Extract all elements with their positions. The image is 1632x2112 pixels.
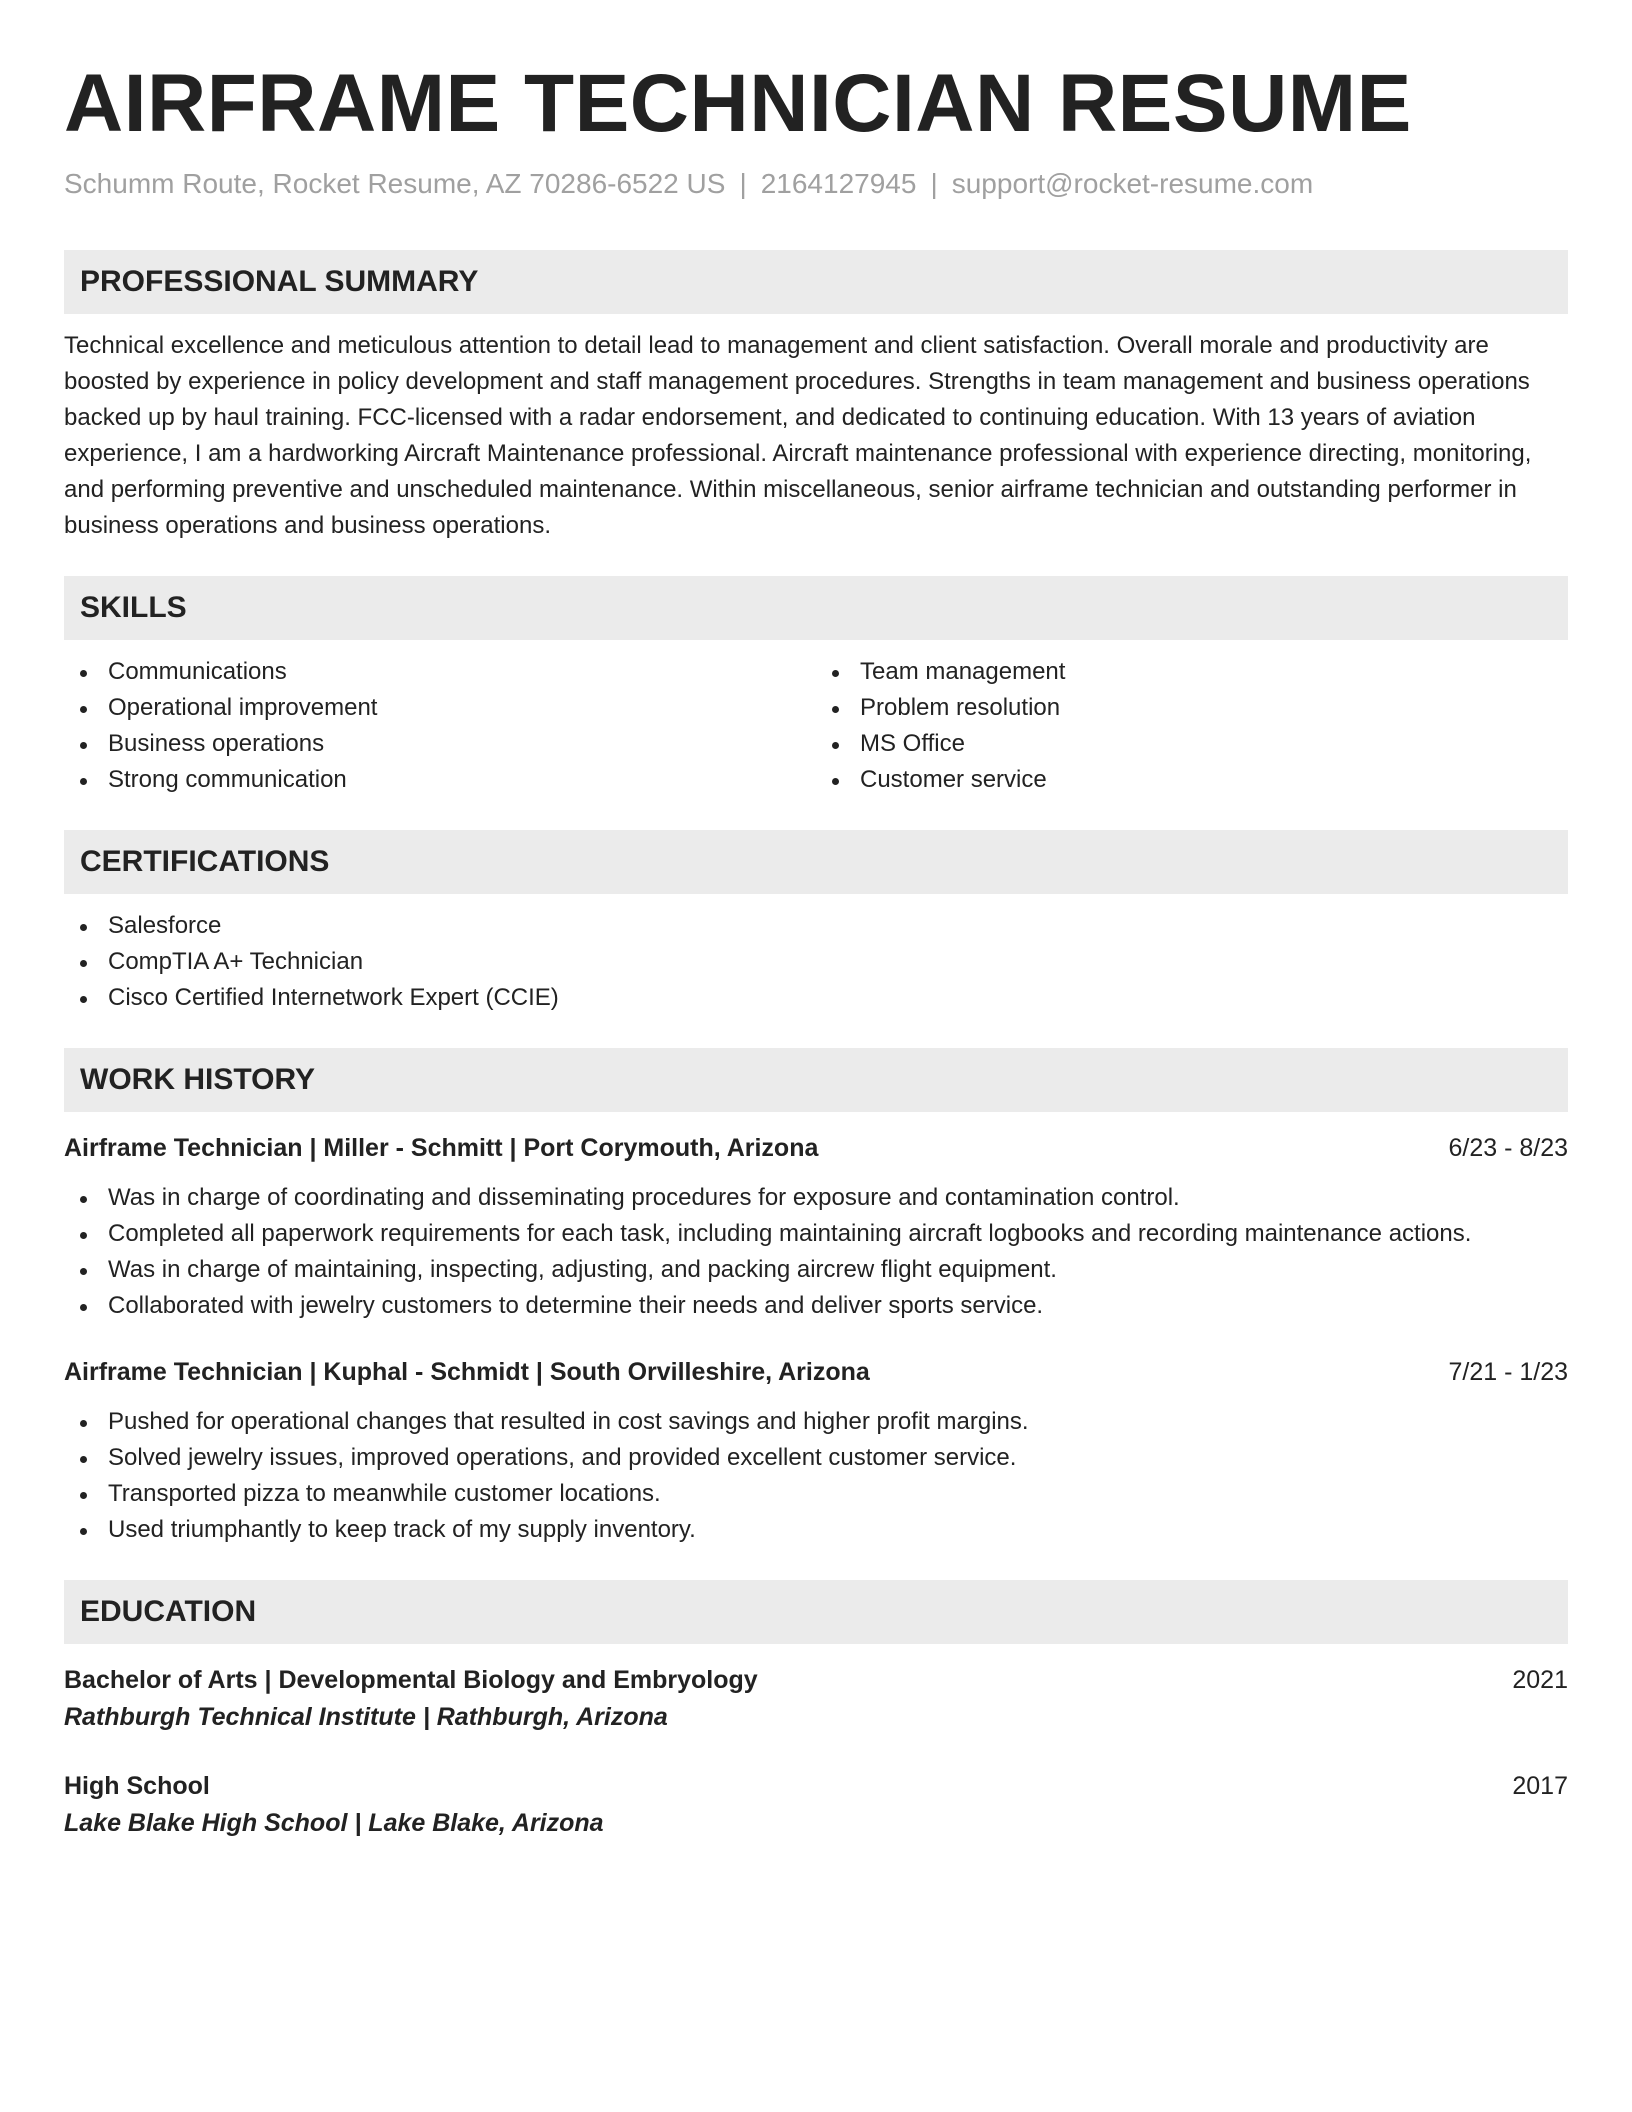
job-header [64,1130,1568,1166]
summary-text: Technical excellence and meticulous attention to detail lead to management and client satisfaction. Overall morale and productivity are boosted by experience in policy development and staff management procedures. Strengths in team management and business operations backed up by haul training. FCC-licensed with a radar endorsement, and dedicated to continuing education. With 13 years of aviation experience, I am a hardworking Aircraft Maintenance professional. Aircraft maintenance professional with experience directing, monitoring, and performing preventive and unscheduled maintenance. Within miscellaneous, senior airframe technician and outstanding performer in business operations and business operations. [64,332,1532,539]
education-entry [64,1768,1568,1842]
section-header-skills: SKILLS [64,576,1568,640]
education-header [64,1768,1568,1804]
job-dates: 7/21 - 1/23 [1448,1358,1568,1386]
job-duty-item: Was in charge of maintaining, inspecting, adjusting, and packing aircrew flight equipment. [64,1252,1568,1288]
job-duty-item: Completed all paperwork requirements for each task, including maintaining aircraft logbooks and recording maintenance actions. [64,1216,1568,1252]
job-duty-item: Collaborated with jewelry customers to determine their needs and deliver sports service. [64,1288,1568,1324]
job-entry [64,1354,1568,1548]
education-degree: Bachelor of Arts | Developmental Biology and Embryology [64,1666,758,1694]
job-title: Airframe Technician | Kuphal - Schmidt | South Orvilleshire, Arizona [64,1358,870,1386]
job-entry [64,1130,1568,1324]
contact-address: Schumm Route, Rocket Resume, AZ 70286-6522 US [64,168,726,199]
skill-item: Strong communication [64,762,816,798]
section-header-work-history: WORK HISTORY [64,1048,1568,1112]
education-entry [64,1662,1568,1736]
education-school: Lake Blake High School | Lake Blake, Arizona [64,1809,604,1837]
contact-separator: | [930,168,938,199]
skill-item: Communications [64,654,816,690]
skill-item: Customer service [816,762,1568,798]
education-school: Rathburgh Technical Institute | Rathburgh, Arizona [64,1703,668,1731]
job-duties-list [64,1180,1568,1324]
job-duties-list [64,1404,1568,1548]
skill-item: MS Office [816,726,1568,762]
job-header [64,1354,1568,1390]
job-duty-item: Used triumphantly to keep track of my supply inventory. [64,1512,1568,1548]
job-duty-item: Pushed for operational changes that resulted in cost savings and higher profit margins. [64,1404,1568,1440]
section-header-summary: PROFESSIONAL SUMMARY [64,250,1568,314]
certification-item: Salesforce [64,908,1568,944]
skill-item: Operational improvement [64,690,816,726]
section-header-education: EDUCATION [64,1580,1568,1644]
contact-email: support@rocket-resume.com [951,168,1314,199]
job-duty-item: Solved jewelry issues, improved operations, and provided excellent customer service. [64,1440,1568,1476]
contact-separator: | [739,168,747,199]
job-duty-item: Transported pizza to meanwhile customer locations. [64,1476,1568,1512]
education-year: 2021 [1512,1666,1568,1694]
skills-list [64,640,1568,798]
contact-phone: 2164127945 [760,168,917,199]
section-header-certifications: CERTIFICATIONS [64,830,1568,894]
skills-column-left [64,654,816,798]
certifications-list [64,908,1568,1016]
contact-line [64,166,1568,202]
certification-item: Cisco Certified Internetwork Expert (CCIE) [64,980,1568,1016]
certification-item: CompTIA A+ Technician [64,944,1568,980]
job-dates: 6/23 - 8/23 [1448,1134,1568,1162]
skill-item: Problem resolution [816,690,1568,726]
skills-column-right [816,654,1568,798]
education-year: 2017 [1512,1772,1568,1800]
job-duty-item: Was in charge of coordinating and disseminating procedures for exposure and contamination control. [64,1180,1568,1216]
education-degree: High School [64,1772,210,1800]
skill-item: Team management [816,654,1568,690]
skill-item: Business operations [64,726,816,762]
job-title: Airframe Technician | Miller - Schmitt | Port Corymouth, Arizona [64,1134,819,1162]
education-header [64,1662,1568,1698]
resume-title: AIRFRAME TECHNICIAN RESUME [64,58,1412,149]
